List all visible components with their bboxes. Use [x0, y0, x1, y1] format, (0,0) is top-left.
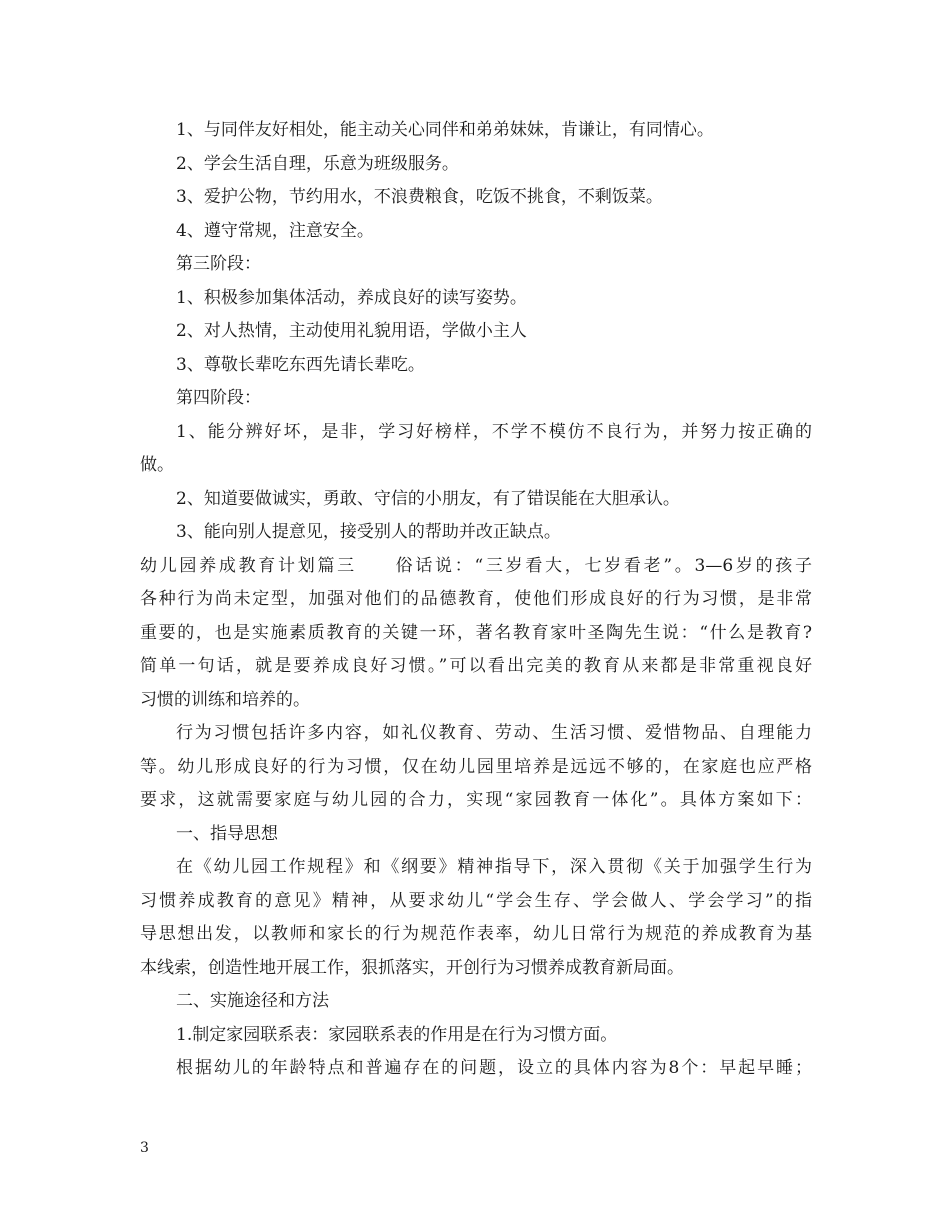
paragraph-line: 1.制定家园联系表：家园联系表的作用是在行为习惯方面。	[176, 1024, 618, 1045]
paragraph-line: 1、能分辨好坏，是非，学习好榜样，不学不模仿不良行为，并努力按正确的	[176, 421, 812, 442]
paragraph-line: 1、积极参加集体活动，养成良好的读写姿势。	[176, 287, 527, 308]
paragraph-line: 3、尊敬长辈吃东西先请长辈吃。	[176, 354, 425, 375]
paragraph-line: 在《幼儿园工作规程》和《纲要》精神指导下，深入贯彻《关于加强学生行为	[176, 857, 812, 877]
paragraph-line: 各种行为尚未定型，加强对他们的品德教育，使他们形成良好的行为习惯，是非常	[140, 589, 812, 609]
paragraph-line: 等。幼儿形成良好的行为习惯，仅在幼儿园里培养是远远不够的，在家庭也应严格	[140, 756, 812, 777]
document-body	[140, 114, 812, 1086]
page-number: 3	[140, 1140, 149, 1156]
section-heading: 一、指导思想	[176, 823, 278, 844]
paragraph-line: 1、与同伴友好相处，能主动关心同伴和弟弟妹妹，肯谦让，有同情心。	[176, 120, 714, 140]
paragraph-line: 重要的，也是实施素质教育的关键一环，著名教育家叶圣陶先生说：“什么是教育?	[140, 622, 812, 643]
paragraph-line: 做。	[140, 455, 174, 475]
paragraph-line: 导思想出发，以教师和家长的行为规范作表率，幼儿日常行为规范的养成教育为基	[140, 924, 812, 944]
paragraph-line: 本线索，创造性地开展工作，狠抓落实，开创行为习惯养成教育新局面。	[140, 957, 684, 978]
paragraph-line: 4、遵守常规，注意安全。	[176, 220, 374, 241]
section-heading: 二、实施途径和方法	[176, 991, 329, 1011]
paragraph-text: 俗话说：“三岁看大，七岁看老”。3—6岁的孩子	[392, 555, 812, 576]
paragraph-line: 习惯的训练和培养的。	[140, 689, 310, 710]
section-heading: 第四阶段：	[176, 388, 261, 408]
paragraph-line: 要求，这就需要家庭与幼儿园的合力，实现“家园教育一体化”。具体方案如下：	[140, 790, 812, 810]
section-heading: 第三阶段：	[176, 254, 261, 274]
paragraph-line: 习惯养成教育的意见》精神，从要求幼儿“学会生存、学会做人、学会学习”的指	[140, 890, 812, 911]
paragraph-line	[140, 550, 812, 584]
paragraph-line: 2、学会生活自理，乐意为班级服务。	[176, 153, 459, 174]
paragraph-line: 2、知道要做诚实，勇敢、守信的小朋友，有了错误能在大胆承认。	[176, 488, 680, 509]
paragraph-line: 2、对人热情，主动使用礼貌用语，学做小主人	[176, 321, 527, 341]
paragraph-line: 根据幼儿的年龄特点和普遍存在的问题，设立的具体内容为8个：早起早睡；	[176, 1058, 812, 1078]
paragraph-line: 简单一句话，就是要养成良好习惯。”可以看出完美的教育从来都是非常重视良好	[140, 656, 812, 676]
paragraph-line: 3、爱护公物，节约用水，不浪费粮食，吃饭不挑食，不剩饭菜。	[176, 187, 663, 207]
paragraph-line: 行为习惯包括许多内容，如礼仪教育、劳动、生活习惯、爱惜物品、自理能力	[176, 723, 812, 743]
article-title: 幼儿园养成教育计划篇三	[140, 555, 357, 576]
paragraph-line: 3、能向别人提意见，接受别人的帮助并改正缺点。	[176, 522, 561, 542]
